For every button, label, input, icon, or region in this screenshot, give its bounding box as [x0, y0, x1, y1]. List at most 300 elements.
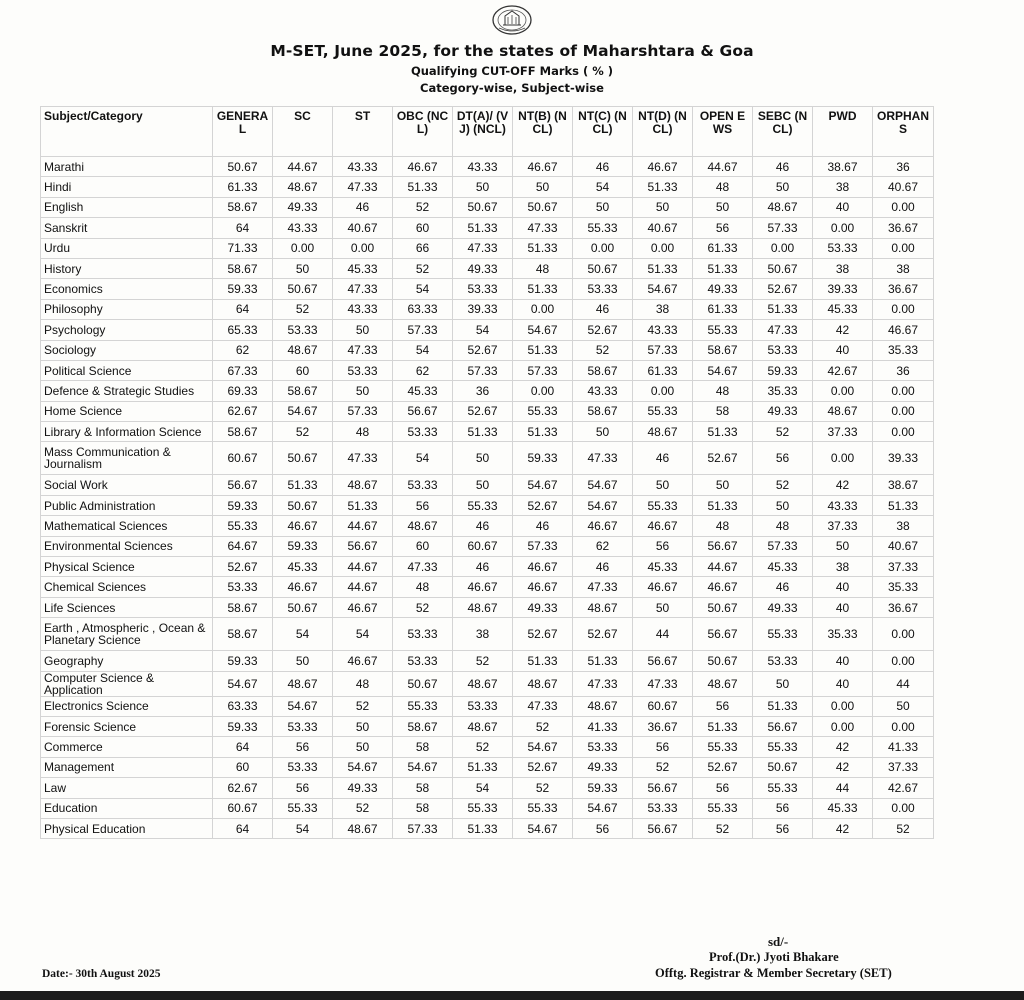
cutoff-cell: 46.67 [693, 577, 753, 597]
cutoff-cell: 54.67 [693, 360, 753, 380]
subject-cell: Law [41, 778, 213, 798]
cutoff-cell: 51.33 [693, 258, 753, 278]
cutoff-cell: 43.33 [333, 157, 393, 177]
cutoff-cell: 50 [813, 536, 873, 556]
cutoff-cell: 48 [393, 577, 453, 597]
cutoff-cell: 58.67 [213, 618, 273, 651]
cutoff-cell: 45.33 [393, 381, 453, 401]
cutoff-cell: 50 [633, 597, 693, 617]
cutoff-cell: 38 [873, 258, 934, 278]
subject-cell: Sanskrit [41, 218, 213, 238]
cutoff-cell: 52 [633, 757, 693, 777]
table-row [41, 340, 934, 360]
cutoff-cell: 52 [393, 197, 453, 217]
cutoff-cell: 56 [753, 818, 813, 838]
bottom-border [0, 991, 1024, 1000]
cutoff-cell: 53.33 [753, 651, 813, 671]
cutoff-cell: 53.33 [573, 737, 633, 757]
cutoff-cell: 45.33 [273, 557, 333, 577]
cutoff-cell: 51.33 [693, 422, 753, 442]
cutoff-cell: 50.67 [273, 279, 333, 299]
table-row [41, 696, 934, 716]
cutoff-cell: 51.33 [453, 757, 513, 777]
cutoff-cell: 44 [633, 618, 693, 651]
cutoff-cell: 48.67 [453, 671, 513, 696]
cutoff-cell: 48.67 [333, 818, 393, 838]
cutoff-cell: 40 [813, 671, 873, 696]
cutoff-cell: 53.33 [393, 422, 453, 442]
cutoff-cell: 0.00 [273, 238, 333, 258]
cutoff-cell: 46 [753, 157, 813, 177]
cutoff-cell: 61.33 [693, 299, 753, 319]
cutoff-cell: 48 [693, 381, 753, 401]
cutoff-cell: 48.67 [393, 516, 453, 536]
cutoff-cell: 53.33 [753, 340, 813, 360]
cutoff-cell: 63.33 [213, 696, 273, 716]
cutoff-cell: 46 [573, 157, 633, 177]
cutoff-cell: 36 [453, 381, 513, 401]
cutoff-cell: 56.67 [633, 818, 693, 838]
cutoff-cell: 48.67 [573, 696, 633, 716]
cutoff-cell: 0.00 [573, 238, 633, 258]
column-header: ST [333, 107, 393, 157]
cutoff-cell: 49.33 [333, 778, 393, 798]
cutoff-cell: 47.33 [333, 340, 393, 360]
cutoff-cell: 56 [753, 442, 813, 475]
cutoff-cell: 50 [513, 177, 573, 197]
cutoff-cell: 0.00 [513, 299, 573, 319]
cutoff-cell: 48.67 [693, 671, 753, 696]
cutoff-cell: 44 [813, 778, 873, 798]
cutoff-cell: 58.67 [573, 401, 633, 421]
cutoff-cell: 60 [273, 360, 333, 380]
table-row [41, 495, 934, 515]
cutoff-cell: 49.33 [753, 597, 813, 617]
cutoff-cell: 47.33 [513, 696, 573, 716]
cutoff-cell: 43.33 [333, 299, 393, 319]
cutoff-cell: 62 [573, 536, 633, 556]
column-header: SEBC (NCL) [753, 107, 813, 157]
cutoff-cell: 52.67 [693, 757, 753, 777]
cutoff-cell: 55.33 [513, 798, 573, 818]
cutoff-cell: 51.33 [633, 258, 693, 278]
cutoff-cell: 51.33 [513, 238, 573, 258]
cutoff-cell: 0.00 [873, 238, 934, 258]
signatory-role: Offtg. Registrar & Member Secretary (SET) [655, 966, 892, 980]
subject-cell: Public Administration [41, 495, 213, 515]
cutoff-cell: 50 [873, 696, 934, 716]
cutoff-cell: 69.33 [213, 381, 273, 401]
cutoff-cell: 55.33 [633, 401, 693, 421]
column-header: SC [273, 107, 333, 157]
cutoff-cell: 58 [393, 778, 453, 798]
cutoff-cell: 54 [273, 818, 333, 838]
cutoff-cell: 50 [753, 671, 813, 696]
subject-cell: Psychology [41, 320, 213, 340]
cutoff-cell: 47.33 [333, 279, 393, 299]
cutoff-cell: 52.67 [513, 495, 573, 515]
cutoff-cell: 42.67 [813, 360, 873, 380]
cutoff-cell: 54.67 [333, 757, 393, 777]
cutoff-cell: 36.67 [633, 716, 693, 736]
cutoff-cell: 52.67 [453, 340, 513, 360]
cutoff-cell: 38 [813, 557, 873, 577]
cutoff-cell: 56 [693, 778, 753, 798]
subject-cell: English [41, 197, 213, 217]
cutoff-cell: 54.67 [273, 401, 333, 421]
cutoff-cell: 38 [813, 177, 873, 197]
cutoff-cell: 50 [753, 495, 813, 515]
cutoff-cell: 52 [393, 597, 453, 617]
cutoff-cell: 46 [573, 299, 633, 319]
cutoff-cell: 52.67 [513, 757, 573, 777]
table-row [41, 475, 934, 495]
cutoff-cell: 0.00 [873, 618, 934, 651]
cutoff-cell: 66 [393, 238, 453, 258]
cutoff-cell: 67.33 [213, 360, 273, 380]
cutoff-cell: 46.67 [573, 516, 633, 536]
table-row [41, 401, 934, 421]
cutoff-cell: 43.33 [273, 218, 333, 238]
cutoff-cell: 52.67 [453, 401, 513, 421]
cutoff-cell: 46 [453, 516, 513, 536]
cutoff-cell: 56.67 [633, 651, 693, 671]
cutoff-cell: 52.67 [573, 618, 633, 651]
cutoff-cell: 40 [813, 340, 873, 360]
subject-cell: Mass Communication & Journalism [41, 442, 213, 475]
cutoff-cell: 64.67 [213, 536, 273, 556]
table-row [41, 360, 934, 380]
cutoff-cell: 50.67 [273, 597, 333, 617]
cutoff-table [40, 106, 934, 839]
cutoff-cell: 64 [213, 818, 273, 838]
cutoff-cell: 51.33 [273, 475, 333, 495]
cutoff-cell: 40 [813, 597, 873, 617]
cutoff-cell: 60 [393, 536, 453, 556]
cutoff-cell: 55.33 [453, 798, 513, 818]
column-header-subject: Subject/Category [41, 107, 213, 157]
cutoff-cell: 42 [813, 737, 873, 757]
cutoff-cell: 54 [453, 320, 513, 340]
cutoff-cell: 50 [333, 716, 393, 736]
table-row [41, 597, 934, 617]
cutoff-cell: 46.67 [333, 651, 393, 671]
cutoff-cell: 61.33 [693, 238, 753, 258]
cutoff-cell: 52 [333, 696, 393, 716]
cutoff-cell: 47.33 [333, 177, 393, 197]
subject-cell: Electronics Science [41, 696, 213, 716]
cutoff-cell: 59.33 [213, 716, 273, 736]
cutoff-cell: 50.67 [453, 197, 513, 217]
cutoff-cell: 52 [513, 716, 573, 736]
cutoff-cell: 46 [513, 516, 573, 536]
cutoff-cell: 59.33 [753, 360, 813, 380]
subject-cell: Chemical Sciences [41, 577, 213, 597]
cutoff-cell: 57.33 [753, 536, 813, 556]
subject-cell: Management [41, 757, 213, 777]
table-row [41, 536, 934, 556]
subject-cell: Earth , Atmospheric , Ocean & Planetary Science [41, 618, 213, 651]
cutoff-cell: 0.00 [813, 381, 873, 401]
cutoff-cell: 35.33 [753, 381, 813, 401]
cutoff-cell: 54 [573, 177, 633, 197]
document-title: M-SET, June 2025, for the states of Maharshtara & Goa [270, 42, 754, 60]
document-subtitle-2: Category-wise, Subject-wise [420, 81, 604, 95]
signatory-name: Prof.(Dr.) Jyoti Bhakare [709, 950, 839, 964]
cutoff-cell: 56 [693, 696, 753, 716]
cutoff-cell: 46.67 [513, 577, 573, 597]
cutoff-cell: 58.67 [213, 197, 273, 217]
cutoff-cell: 38 [813, 258, 873, 278]
cutoff-cell: 58.67 [693, 340, 753, 360]
cutoff-cell: 50.67 [513, 197, 573, 217]
cutoff-cell: 53.33 [633, 798, 693, 818]
cutoff-cell: 63.33 [393, 299, 453, 319]
cutoff-cell: 55.33 [573, 218, 633, 238]
subject-cell: Geography [41, 651, 213, 671]
cutoff-cell: 49.33 [573, 757, 633, 777]
table-row [41, 157, 934, 177]
cutoff-cell: 50.67 [693, 597, 753, 617]
cutoff-cell: 57.33 [393, 320, 453, 340]
cutoff-cell: 49.33 [693, 279, 753, 299]
cutoff-cell: 50 [273, 258, 333, 278]
cutoff-cell: 55.33 [213, 516, 273, 536]
table-row [41, 818, 934, 838]
cutoff-cell: 54 [393, 279, 453, 299]
cutoff-cell: 53.33 [213, 577, 273, 597]
cutoff-cell: 56.67 [753, 716, 813, 736]
cutoff-cell: 52 [273, 299, 333, 319]
cutoff-cell: 0.00 [873, 651, 934, 671]
cutoff-cell: 44 [873, 671, 934, 696]
cutoff-cell: 56 [633, 536, 693, 556]
cutoff-cell: 0.00 [873, 299, 934, 319]
subject-cell: Forensic Science [41, 716, 213, 736]
cutoff-cell: 40 [813, 651, 873, 671]
cutoff-cell: 47.33 [393, 557, 453, 577]
cutoff-cell: 57.33 [513, 536, 573, 556]
table-row [41, 218, 934, 238]
cutoff-cell: 43.33 [813, 495, 873, 515]
cutoff-cell: 52.67 [573, 320, 633, 340]
cutoff-cell: 0.00 [333, 238, 393, 258]
subject-cell: Political Science [41, 360, 213, 380]
cutoff-cell: 55.33 [513, 401, 573, 421]
subject-cell: Mathematical Sciences [41, 516, 213, 536]
cutoff-cell: 53.33 [273, 320, 333, 340]
cutoff-cell: 38.67 [873, 475, 934, 495]
cutoff-cell: 0.00 [873, 716, 934, 736]
cutoff-cell: 39.33 [453, 299, 513, 319]
cutoff-cell: 55.33 [753, 737, 813, 757]
column-header: PWD [813, 107, 873, 157]
cutoff-cell: 44.67 [333, 516, 393, 536]
cutoff-cell: 45.33 [753, 557, 813, 577]
cutoff-cell: 46.67 [393, 157, 453, 177]
subject-cell: Education [41, 798, 213, 818]
cutoff-cell: 54.67 [513, 818, 573, 838]
cutoff-cell: 48.67 [273, 671, 333, 696]
cutoff-cell: 40.67 [333, 218, 393, 238]
cutoff-cell: 64 [213, 737, 273, 757]
table-header-row [41, 107, 934, 157]
cutoff-cell: 56.67 [213, 475, 273, 495]
cutoff-cell: 51.33 [693, 716, 753, 736]
cutoff-cell: 55.33 [753, 778, 813, 798]
cutoff-cell: 48.67 [453, 716, 513, 736]
cutoff-cell: 56 [753, 798, 813, 818]
cutoff-cell: 56 [633, 737, 693, 757]
cutoff-cell: 54.67 [573, 798, 633, 818]
cutoff-cell: 35.33 [873, 340, 934, 360]
cutoff-cell: 0.00 [813, 696, 873, 716]
cutoff-cell: 46.67 [633, 157, 693, 177]
cutoff-cell: 36 [873, 360, 934, 380]
subject-cell: Philosophy [41, 299, 213, 319]
cutoff-cell: 58.67 [393, 716, 453, 736]
cutoff-cell: 54.67 [213, 671, 273, 696]
cutoff-cell: 0.00 [633, 238, 693, 258]
cutoff-cell: 47.33 [573, 442, 633, 475]
table-row [41, 320, 934, 340]
cutoff-cell: 0.00 [753, 238, 813, 258]
cutoff-cell: 52 [573, 340, 633, 360]
cutoff-cell: 52 [513, 778, 573, 798]
table-row [41, 381, 934, 401]
cutoff-cell: 48 [333, 671, 393, 696]
cutoff-cell: 55.33 [693, 798, 753, 818]
cutoff-cell: 54 [393, 340, 453, 360]
cutoff-cell: 42 [813, 818, 873, 838]
cutoff-cell: 52 [453, 651, 513, 671]
issue-date: Date:- 30th August 2025 [42, 968, 161, 980]
cutoff-cell: 53.33 [393, 651, 453, 671]
cutoff-cell: 47.33 [453, 238, 513, 258]
cutoff-cell: 46.67 [873, 320, 934, 340]
table-row [41, 258, 934, 278]
cutoff-cell: 47.33 [513, 218, 573, 238]
cutoff-cell: 51.33 [333, 495, 393, 515]
cutoff-cell: 53.33 [453, 279, 513, 299]
cutoff-cell: 53.33 [273, 757, 333, 777]
cutoff-cell: 0.00 [873, 401, 934, 421]
subject-cell: Life Sciences [41, 597, 213, 617]
cutoff-cell: 48.67 [453, 597, 513, 617]
cutoff-cell: 50 [573, 422, 633, 442]
cutoff-cell: 46.67 [633, 516, 693, 536]
cutoff-cell: 58.67 [273, 381, 333, 401]
cutoff-cell: 50.67 [273, 495, 333, 515]
cutoff-cell: 46.67 [333, 597, 393, 617]
cutoff-cell: 59.33 [213, 495, 273, 515]
cutoff-cell: 44.67 [693, 557, 753, 577]
cutoff-cell: 42 [813, 757, 873, 777]
table-row [41, 577, 934, 597]
cutoff-cell: 50 [573, 197, 633, 217]
cutoff-cell: 50 [753, 177, 813, 197]
table-row [41, 197, 934, 217]
cutoff-cell: 65.33 [213, 320, 273, 340]
cutoff-cell: 54.67 [573, 495, 633, 515]
cutoff-cell: 53.33 [393, 475, 453, 495]
column-header: NT(B) (NCL) [513, 107, 573, 157]
subject-cell: Physical Science [41, 557, 213, 577]
cutoff-cell: 48 [693, 516, 753, 536]
cutoff-cell: 59.33 [273, 536, 333, 556]
cutoff-cell: 35.33 [813, 618, 873, 651]
cutoff-cell: 60.67 [633, 696, 693, 716]
cutoff-cell: 36 [873, 157, 934, 177]
cutoff-cell: 64 [213, 299, 273, 319]
cutoff-cell: 57.33 [453, 360, 513, 380]
cutoff-cell: 56 [573, 818, 633, 838]
cutoff-cell: 53.33 [573, 279, 633, 299]
cutoff-cell: 48.67 [573, 597, 633, 617]
cutoff-cell: 47.33 [573, 577, 633, 597]
cutoff-cell: 58 [393, 798, 453, 818]
cutoff-cell: 57.33 [393, 818, 453, 838]
cutoff-cell: 60 [213, 757, 273, 777]
cutoff-cell: 52 [393, 258, 453, 278]
cutoff-cell: 46.67 [513, 557, 573, 577]
subject-cell: Defence & Strategic Studies [41, 381, 213, 401]
cutoff-cell: 50 [693, 197, 753, 217]
column-header: NT(C) (NCL) [573, 107, 633, 157]
cutoff-cell: 40.67 [873, 536, 934, 556]
cutoff-cell: 56.67 [693, 536, 753, 556]
cutoff-cell: 58.67 [213, 258, 273, 278]
cutoff-cell: 54.67 [513, 475, 573, 495]
cutoff-cell: 52.67 [213, 557, 273, 577]
cutoff-cell: 42.67 [873, 778, 934, 798]
cutoff-cell: 53.33 [273, 716, 333, 736]
cutoff-cell: 45.33 [633, 557, 693, 577]
cutoff-cell: 55.33 [633, 495, 693, 515]
cutoff-cell: 51.33 [513, 422, 573, 442]
column-header: ORPHANS [873, 107, 934, 157]
cutoff-cell: 44.67 [693, 157, 753, 177]
subject-cell: Computer Science & Application [41, 671, 213, 696]
cutoff-cell: 42 [813, 475, 873, 495]
cutoff-cell: 50 [693, 475, 753, 495]
cutoff-cell: 50.67 [213, 157, 273, 177]
cutoff-cell: 38.67 [813, 157, 873, 177]
cutoff-cell: 35.33 [873, 577, 934, 597]
cutoff-cell: 45.33 [813, 798, 873, 818]
cutoff-cell: 36.67 [873, 279, 934, 299]
cutoff-cell: 55.33 [753, 618, 813, 651]
cutoff-cell: 50.67 [393, 671, 453, 696]
table-row [41, 651, 934, 671]
cutoff-cell: 52 [753, 422, 813, 442]
table-row [41, 716, 934, 736]
cutoff-cell: 53.33 [813, 238, 873, 258]
cutoff-cell: 54.67 [513, 320, 573, 340]
table-row [41, 778, 934, 798]
table-row [41, 442, 934, 475]
cutoff-cell: 59.33 [213, 651, 273, 671]
cutoff-cell: 54 [333, 618, 393, 651]
cutoff-cell: 55.33 [273, 798, 333, 818]
cutoff-cell: 42 [813, 320, 873, 340]
cutoff-cell: 52 [333, 798, 393, 818]
cutoff-cell: 50 [633, 197, 693, 217]
column-header: NT(D) (NCL) [633, 107, 693, 157]
cutoff-cell: 54 [453, 778, 513, 798]
subject-cell: Marathi [41, 157, 213, 177]
cutoff-cell: 56 [273, 737, 333, 757]
